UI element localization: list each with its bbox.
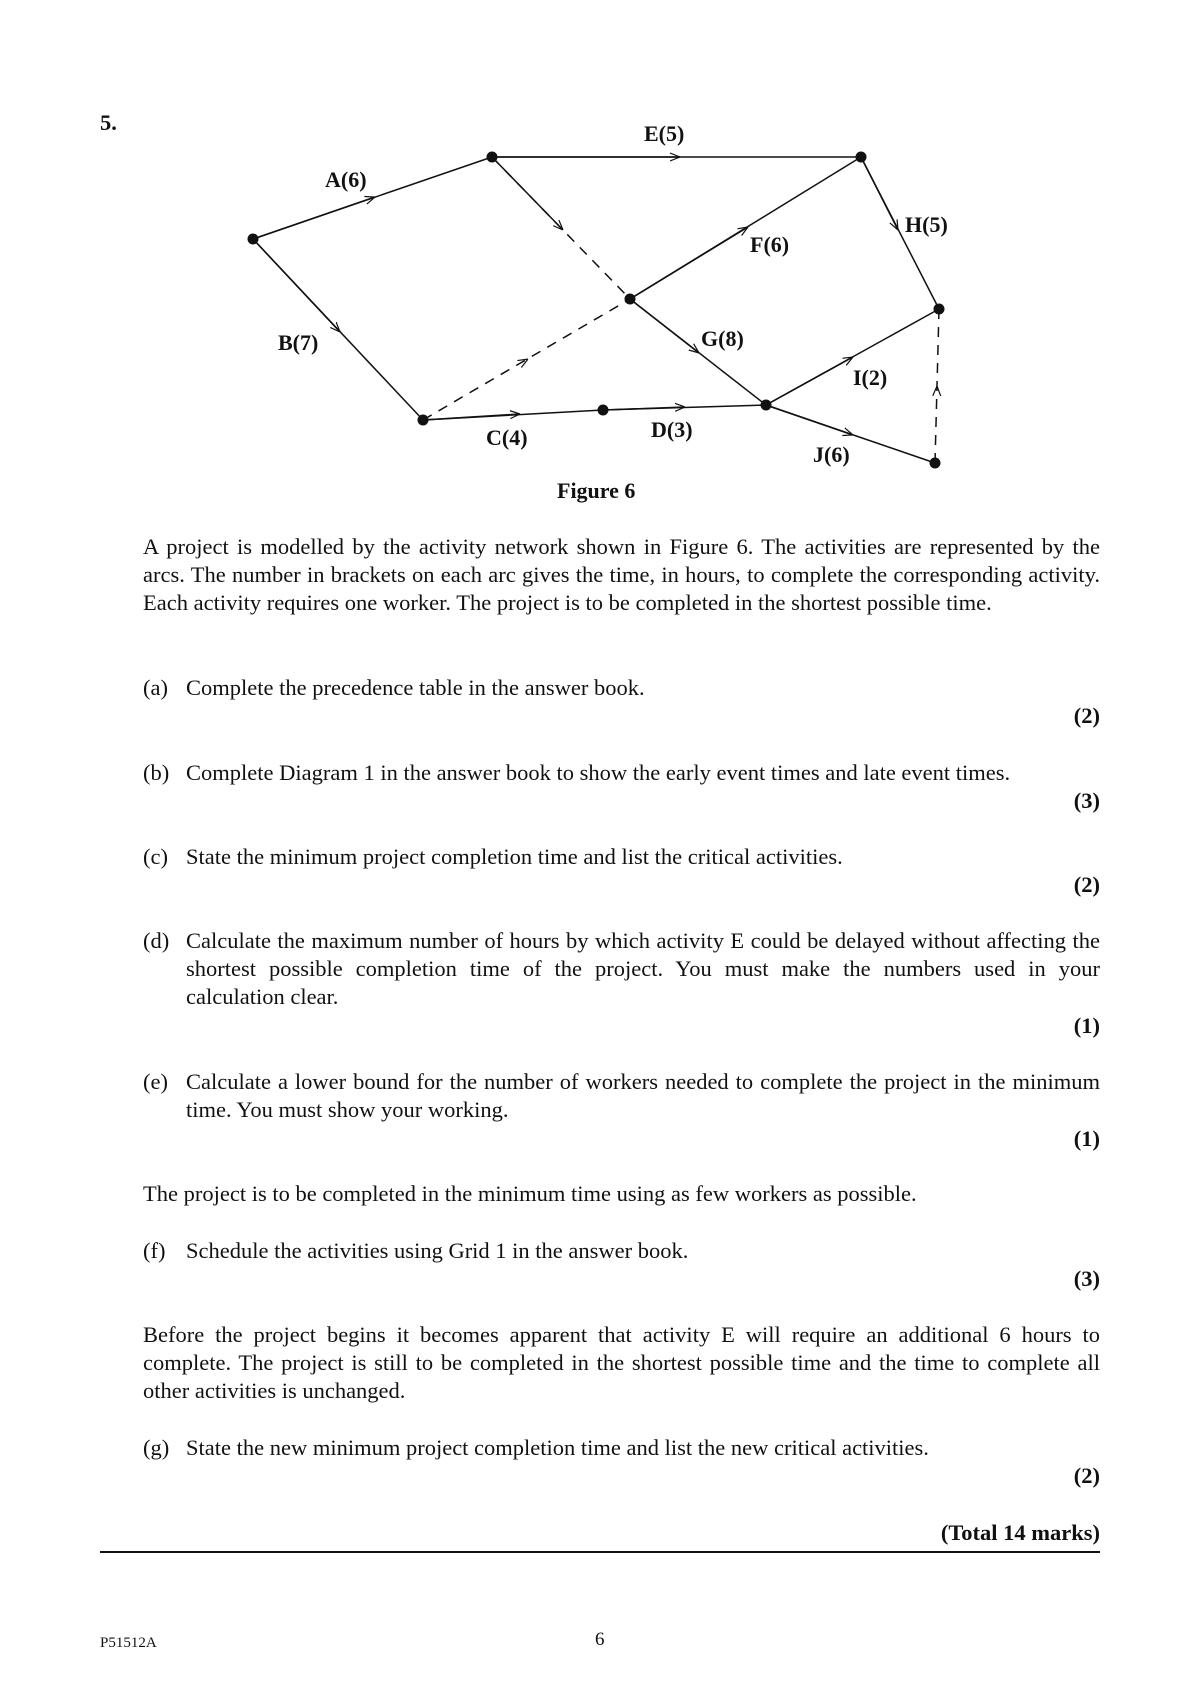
- figure-caption: Figure 6: [557, 478, 636, 503]
- arrow-j: [766, 405, 853, 435]
- label-a: A(6): [325, 167, 367, 192]
- page-number: 6: [595, 1629, 605, 1650]
- label-i: I(2): [853, 365, 888, 390]
- marks-e: (1): [1073, 1126, 1100, 1151]
- part-text: Complete Diagram 1 in the answer book to show the early event times and late event times.: [186, 760, 1011, 785]
- part-label: (g): [143, 1435, 170, 1460]
- label-b: B(7): [278, 330, 319, 355]
- marks-d: (1): [1073, 1013, 1100, 1038]
- part-e: [143, 1068, 1100, 1124]
- part-f: [143, 1237, 1100, 1265]
- label-e: E(5): [644, 121, 685, 146]
- label-h: H(5): [905, 212, 948, 237]
- divider: [100, 1551, 1100, 1553]
- part-d: [143, 927, 1100, 1011]
- part-label: (c): [143, 844, 168, 869]
- event-nodes: [248, 152, 945, 469]
- part-b: [143, 759, 1100, 787]
- label-c: C(4): [486, 425, 528, 450]
- label-f: F(6): [750, 232, 790, 257]
- activity-network-figure: [0, 0, 1190, 520]
- part-c: [143, 843, 1100, 871]
- question-number: 5.: [100, 110, 117, 135]
- arrow-b: [253, 239, 340, 332]
- part-text: Schedule the activities using Grid 1 in the answer book.: [186, 1238, 689, 1263]
- marks-a: (2): [1073, 703, 1100, 728]
- label-j: J(6): [813, 442, 850, 467]
- part-text: Complete the precedence table in the answer book.: [186, 675, 645, 700]
- part-text: State the minimum project completion time and list the critical activities.: [186, 844, 843, 869]
- part-text: Calculate the maximum number of hours by which activity E could be delayed without affecting the shortest possible completion time of the project. You must make the numbers used in your calculation clear.: [186, 928, 1100, 1009]
- paragraph-3: Before the project begins it becomes apparent that activity E will require an additional 6 hours to complete. The project is still to be completed in the shortest possible time and the time to complete all other activities is unchanged.: [143, 1322, 1100, 1403]
- arrow-i: [766, 357, 853, 405]
- arrow-f: [630, 227, 748, 299]
- part-label: (a): [143, 675, 168, 700]
- part-g: [143, 1434, 1100, 1462]
- intro-paragraph: A project is modelled by the activity network shown in Figure 6. The activities are represented by the arcs. The number in brackets on each arc gives the time, in hours, to complete the corresponding activity. Each activity requires one worker. The project is to be completed in the shortest possible time.: [143, 534, 1100, 615]
- part-a: [143, 674, 1100, 702]
- part-text: State the new minimum project completion time and list the new critical activities.: [186, 1435, 929, 1460]
- part-label: (f): [143, 1238, 166, 1263]
- footer-code: P51512A: [100, 1635, 157, 1651]
- part-text: Calculate a lower bound for the number of workers needed to complete the project in the minimum time. You must show your working.: [186, 1069, 1100, 1122]
- arrow-a: [253, 197, 375, 239]
- arrow-g: [630, 299, 699, 353]
- label-d: D(3): [651, 417, 693, 442]
- marks-c: (2): [1073, 872, 1100, 897]
- total-marks: (Total 14 marks): [940, 1520, 1100, 1545]
- label-g: G(8): [701, 326, 744, 351]
- arrow-c: [423, 414, 520, 420]
- dummy-3: [935, 309, 939, 463]
- marks-g: (2): [1073, 1463, 1100, 1488]
- part-label: (b): [143, 760, 170, 785]
- paragraph-2: The project is to be completed in the minimum time using as few workers as possible.: [143, 1181, 917, 1206]
- marks-b: (3): [1073, 788, 1100, 813]
- marks-f: (3): [1073, 1266, 1100, 1291]
- part-label: (e): [143, 1069, 168, 1094]
- part-label: (d): [143, 928, 170, 953]
- arrow-h: [861, 157, 898, 230]
- dummy-2: [423, 299, 630, 420]
- arrow-dummy-1: [492, 157, 563, 230]
